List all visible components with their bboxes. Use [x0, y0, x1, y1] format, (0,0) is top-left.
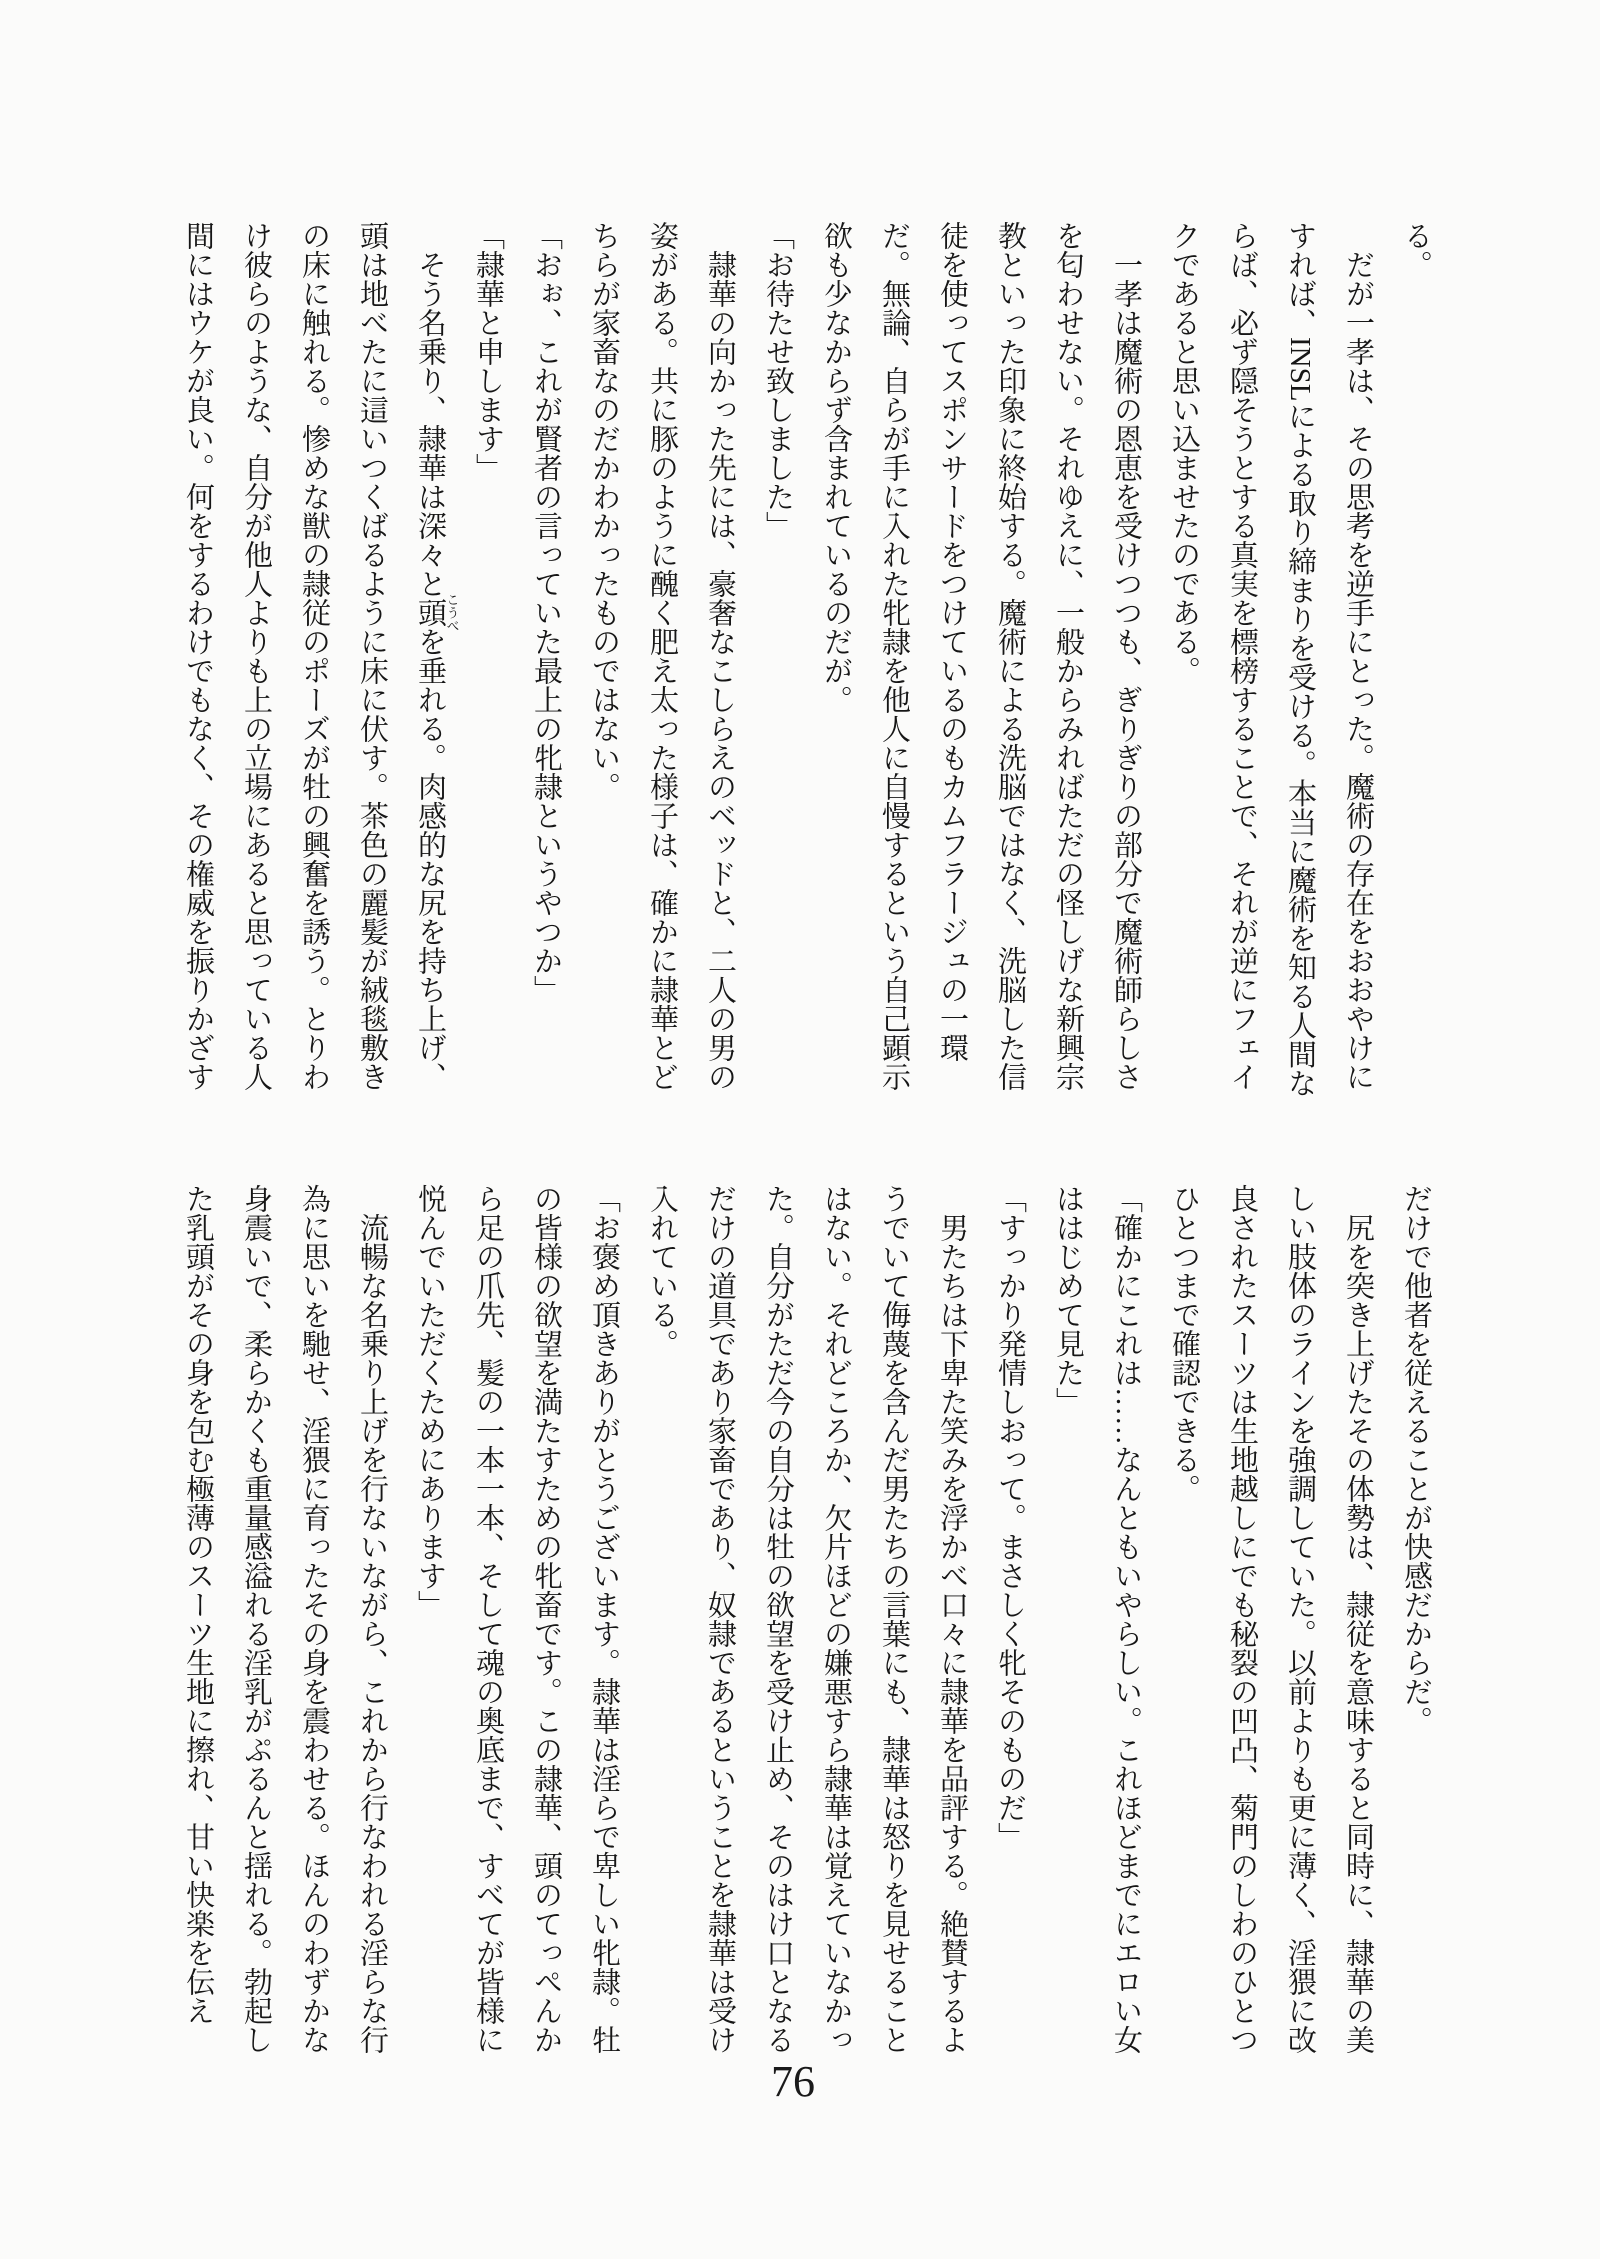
text-column: 「おぉ、これが賢者の言っていた最上の牝隷というやつか」 [530, 221, 562, 1004]
text-column: た。自分がただ今の自分は牡の欲望を受け止め、そのはけ口となる [762, 1184, 794, 2054]
text-column: 身震いで、柔らかくも重量感溢れる淫乳がぷるんと揺れる。勃起し [240, 1184, 272, 2054]
text-column: の床に触れる。惨めな獣の隷従のポーズが牡の興奮を誘う。とりわ [298, 221, 330, 1091]
text-column: 隷華の向かった先には、豪奢なこしらえのベッドと、二人の男の [704, 221, 736, 1091]
text-column: 教といった印象に終始する。魔術による洗脳ではなく、洗脳した信 [994, 221, 1026, 1091]
text-column: だけの道具であり家畜であり、奴隷であるということを隷華は受け [704, 1184, 736, 2054]
text-column: 「すっかり発情しおって。まさしく牝そのものだ」 [994, 1184, 1026, 1851]
text-column: そう名乗り、隷華は深々と頭こうべを垂れる。肉感的な尻を持ち上げ、 [414, 221, 460, 1091]
text-column: た乳頭がその身を包む極薄のスーツ生地に擦れ、甘い快楽を伝え [182, 1184, 214, 2025]
text-column: ひとつまで確認できる。 [1168, 1184, 1200, 1503]
text-column: はない。それどころか、欠片ほどの嫌悪すら隷華は覚えていなかっ [820, 1184, 852, 2054]
text-column: を匂わせない。それゆえに、一般からみればただの怪しげな新興宗 [1052, 221, 1084, 1091]
text-column: ちらが家畜なのだかわかったものではない。 [588, 221, 620, 801]
text-column: 欲も少なからず含まれているのだが。 [820, 221, 852, 714]
text-column: ははじめて見た」 [1052, 1184, 1084, 1416]
text-column: の皆様の欲望を満たすための牝畜です。この隷華、頭のてっぺんか [530, 1184, 562, 2054]
text-column: 「確かにこれは……なんともいやらしい。これほどまでにエロい女 [1110, 1184, 1142, 2054]
text-column: 良されたスーツは生地越しにでも秘裂の凹凸、菊門のしわのひとつ [1226, 1184, 1258, 2054]
text-column: 男たちは下卑た笑みを浮かべ口々に隷華を品評する。絶賛するよ [936, 1184, 968, 2054]
text-column: 流暢な名乗り上げを行ないながら、これから行なわれる淫らな行 [356, 1184, 388, 2054]
text-column: 姿がある。共に豚のように醜く肥え太った様子は、確かに隷華とど [646, 221, 678, 1091]
text-column: 「隷華と申します」 [472, 221, 504, 482]
text-column: 悦んでいただくためにあります」 [414, 1184, 446, 1619]
text-block-upper [169, 221, 1445, 1107]
text-column: しい肢体のラインを強調していた。以前よりも更に薄く、淫猥に改 [1284, 1184, 1316, 2054]
text-column: だけで他者を従えることが快感だからだ。 [1400, 1184, 1432, 1735]
text-column: クであると思い込ませたのである。 [1168, 221, 1200, 685]
text-column: ら足の爪先、髪の一本一本、そして魂の奥底まで、すべてが皆様に [472, 1184, 504, 2054]
page-number: 76 [771, 2057, 815, 2106]
text-column: 徒を使ってスポンサードをつけているのもカムフラージュの一環 [936, 221, 968, 1062]
text-column: る。 [1400, 221, 1432, 279]
text-column: 為に思いを馳せ、淫猥に育ったその身を震わせる。ほんのわずかな [298, 1184, 330, 2054]
text-column: け彼らのような、自分が他人よりも上の立場にあると思っている人 [240, 221, 272, 1091]
text-column: うでいて侮蔑を含んだ男たちの言葉にも、隷華は怒りを見せること [878, 1184, 910, 2054]
text-column: 一孝は魔術の恩恵を受けつつも、ぎりぎりの部分で魔術師らしさ [1110, 221, 1142, 1091]
text-column: だが一孝は、その思考を逆手にとった。魔術の存在をおおやけに [1342, 221, 1374, 1091]
text-column: 「お褒め頂きありがとうございます。隷華は淫らで卑しい牝隷。牡 [588, 1184, 620, 2054]
text-column: 尻を突き上げたその体勢は、隷従を意味すると同時に、隷華の美 [1342, 1184, 1374, 2054]
text-column: 「お待たせ致しました」 [762, 221, 794, 540]
text-column: 間にはウケが良い。何をするわけでもなく、その権威を振りかざす [182, 221, 214, 1091]
text-column: 頭は地べたに這いつくばるように床に伏す。茶色の麗髪が絨毯敷き [356, 221, 388, 1091]
text-block-lower [169, 1184, 1445, 2070]
text-column: だ。無論、自らが手に入れた牝隷を他人に自慢するという自己顕示 [878, 221, 910, 1091]
text-column: 入れている。 [646, 1184, 678, 1358]
text-column: すれば、INSLによる取り締まりを受ける。本当に魔術を知る人間な [1284, 221, 1316, 1098]
text-column: らば、必ず隠そうとする真実を標榜することで、それが逆にフェイ [1226, 221, 1258, 1091]
